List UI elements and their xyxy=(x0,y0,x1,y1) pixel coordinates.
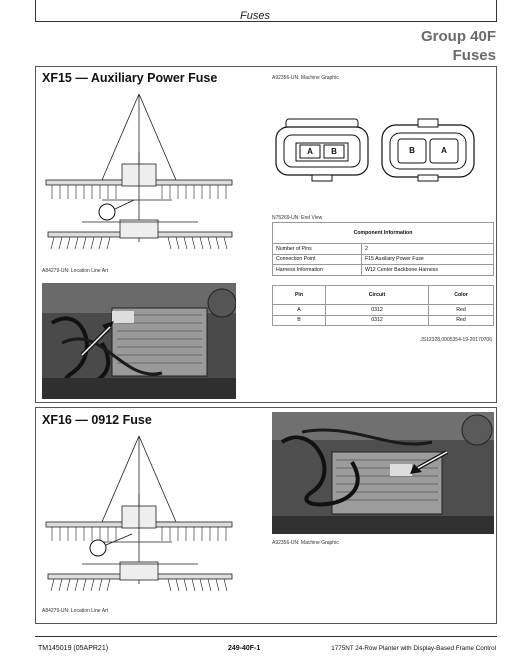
pin-label-right-1: B xyxy=(409,146,415,155)
xf15-location-caption: A84279-UN: Location Line Art xyxy=(42,268,109,274)
planter-line-art-2-svg xyxy=(42,434,237,604)
table-row xyxy=(273,254,494,265)
footer-right: 1775NT 24-Row Planter with Display-Based Frame Control xyxy=(331,645,496,652)
component-info-label: Harness Information xyxy=(273,265,362,276)
circuit-header: Circuit xyxy=(326,286,429,305)
header-title: Fuses xyxy=(240,10,270,22)
component-info-header-row xyxy=(273,223,494,244)
component-info-value: W12 Center Backbone Harness xyxy=(362,265,494,276)
group-subtitle: Fuses xyxy=(452,47,496,64)
circuit-cell: 0312 xyxy=(326,305,429,316)
connector-front-svg xyxy=(272,117,372,185)
pin-label-left-1: A xyxy=(307,147,313,156)
xf16-photo-svg xyxy=(272,412,494,534)
component-info-value: F15 Auxiliary Power Fuse xyxy=(362,254,494,265)
table-row xyxy=(273,305,494,316)
xf16-section xyxy=(35,407,497,624)
group-title: Group 40F xyxy=(420,28,496,45)
pin-table xyxy=(272,285,494,326)
connector-front-view xyxy=(272,117,372,185)
component-info-table xyxy=(272,222,494,276)
xf15-machine-caption: A92356-UN: Machine Graphic xyxy=(272,75,339,81)
pin-cell: A xyxy=(273,305,326,316)
pin-header: Pin xyxy=(273,286,326,305)
circuit-cell: 0312 xyxy=(326,315,429,326)
connector-end-svg xyxy=(378,117,478,185)
xf16-location-caption: A84279-UN: Location Line Art xyxy=(42,608,109,614)
pin-label-right-2: A xyxy=(441,146,447,155)
footer-left: TM145019 (05APR21) xyxy=(38,645,109,652)
color-cell: Red xyxy=(429,305,494,316)
color-header: Color xyxy=(429,286,494,305)
pin-table-header-row xyxy=(273,286,494,305)
planter-line-art-2 xyxy=(42,434,237,604)
xf15-end-view-caption: N75269-UN: End View xyxy=(272,215,323,221)
xf16-machine-photo xyxy=(272,412,494,534)
xf16-machine-caption: A92356-UN: Machine Graphic xyxy=(272,540,339,546)
xf15-section xyxy=(35,66,497,403)
xf15-photo-svg xyxy=(42,283,236,399)
connector-end-view xyxy=(378,117,478,185)
color-cell: Red xyxy=(429,315,494,326)
planter-line-art-svg xyxy=(42,92,237,262)
footer-page-number: 249-40F-1 xyxy=(228,645,261,652)
component-info-value: 2 xyxy=(362,244,494,255)
pin-label-left-2: B xyxy=(331,147,337,156)
component-info-title: Component Information xyxy=(273,223,494,244)
planter-line-art xyxy=(42,92,237,262)
component-info-label: Connection Point xyxy=(273,254,362,265)
xf15-title: XF15 — Auxiliary Power Fuse xyxy=(42,71,218,85)
pin-cell: B xyxy=(273,315,326,326)
xf16-title: XF16 — 0912 Fuse xyxy=(42,413,152,427)
table-row xyxy=(273,265,494,276)
table-row xyxy=(273,315,494,326)
xf15-reference: JS12328,0005354-19-20170706 xyxy=(420,337,492,343)
footer-rule xyxy=(35,636,497,637)
component-info-label: Number of Pins xyxy=(273,244,362,255)
xf15-location-photo xyxy=(42,283,236,399)
table-row xyxy=(273,244,494,255)
